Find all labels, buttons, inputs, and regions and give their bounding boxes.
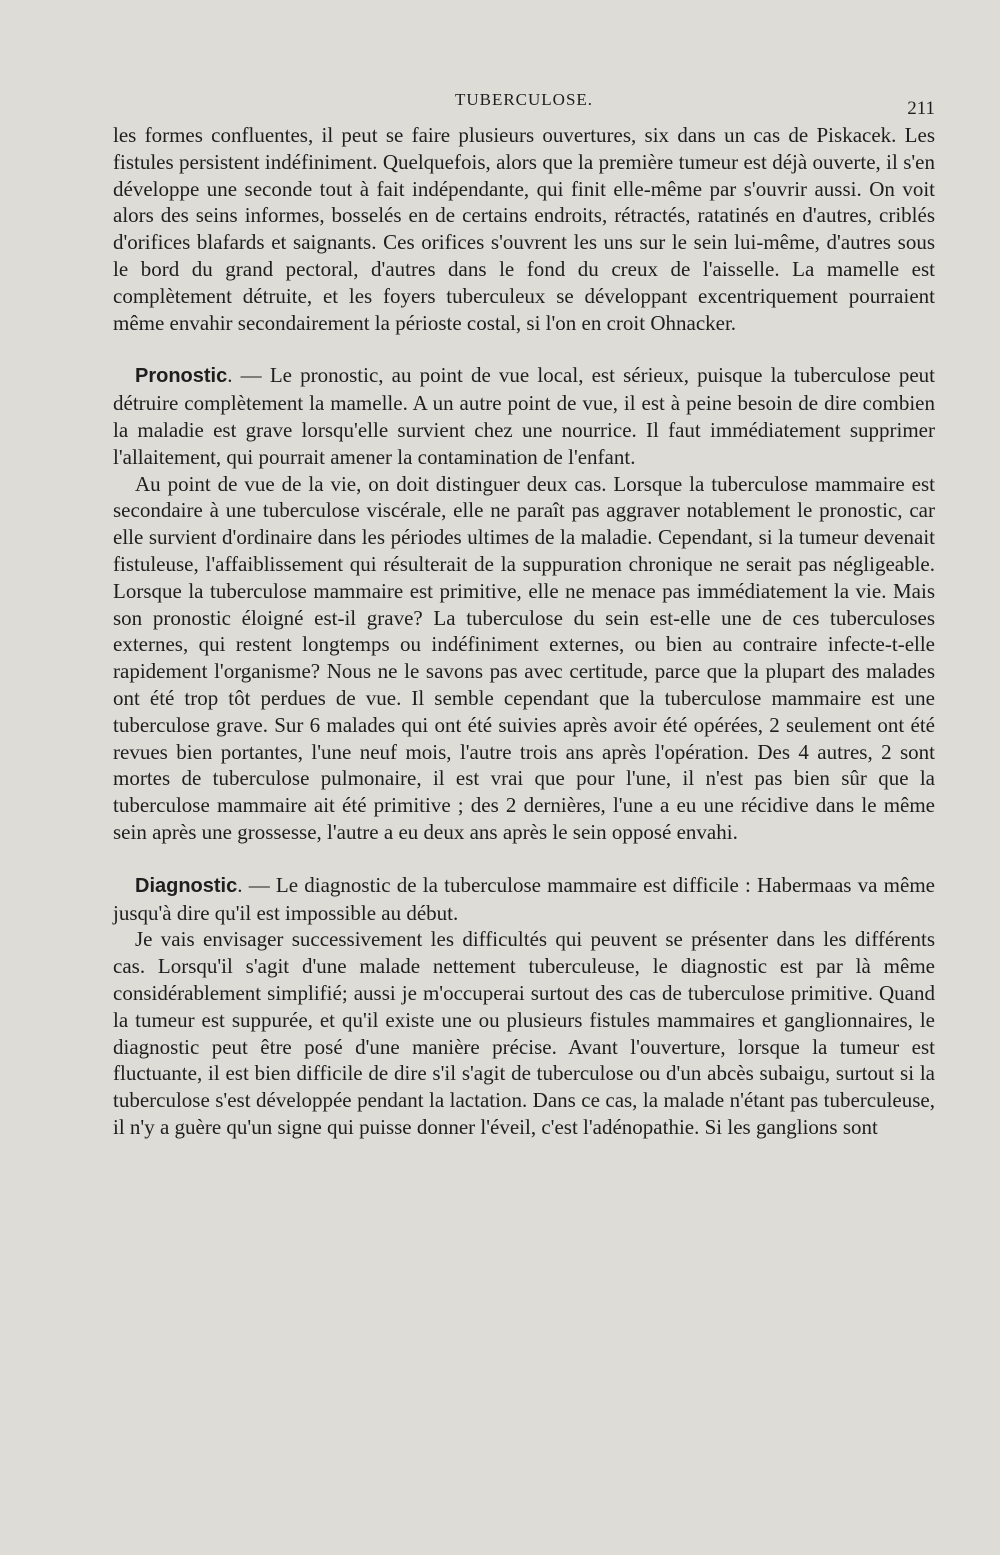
running-title: TUBERCULOSE. bbox=[454, 90, 594, 109]
paragraph-diagnostic-1 bbox=[113, 872, 935, 927]
paragraph-diagnostic-2: Je vais envisager successivement les difficultés qui peuvent se présenter dans les différents cas. Lorsqu'il s'agit d'une malade nettement tuberculeuse, le diagnostic est par là même considérablement simplifié; aussi je m'occuperai surtout des cas de tuberculose primitive. Quand la tumeur est suppurée, et qu'il existe une ou plusieurs fistules mammaires et ganglionnaires, le diagnostic peut être posé d'une manière précise. Avant l'ouverture, lorsque la tumeur est fluctuante, il est bien difficile de dire s'il s'agit de tuberculose ou d'un abcès subaigu, surtout si la tuberculose s'est développée pendant la lactation. Dans ce cas, la malade n'étant pas tuberculeuse, il n'y a guère qu'un signe qui puisse donner l'éveil, c'est l'adénopathie. Si les ganglions sont bbox=[113, 927, 935, 1139]
page-number: 211 bbox=[907, 98, 935, 119]
section-heading-diagnostic: Diagnostic bbox=[135, 874, 238, 897]
heading-separator: . — bbox=[227, 363, 262, 388]
body-text bbox=[113, 122, 935, 1141]
paragraph-pronostic-1 bbox=[113, 362, 935, 470]
paragraph-text: Le diagnostic de la tuberculose mammaire est difficile : Habermaas va même jusqu'à dire qu'il est impossible au début. bbox=[113, 872, 935, 925]
running-head bbox=[113, 90, 935, 120]
section-heading-pronostic: Pronostic bbox=[135, 365, 228, 388]
paragraph-pronostic-2: Au point de vue de la vie, on doit distinguer deux cas. Lorsque la tuberculose mammaire est secondaire à une tuberculose viscérale, elle ne paraît pas aggraver notablement le pronostic, car elle survient d'ordinaire dans les périodes ultimes de la maladie. Cependant, si la tumeur devenait fistuleuse, l'affaiblissement qui résulterait de la suppuration chronique ne serait pas négligeable. Lorsque la tuberculose mammaire est primitive, elle ne menace pas immédiatement la vie. Mais son pronostic éloigné est-il grave? La tuberculose du sein est-elle une de ces tuberculoses externes, qui restent longtemps ou indéfiniment externes, ou bien au contraire infecte-t-elle rapidement l'organisme? Nous ne le savons pas avec certitude, parce que la plupart des malades ont été trop tôt perdues de vue. Il semble cependant que la tuberculose mammaire est une tuberculose grave. Sur 6 malades qui ont été suivies après avoir été opérées, 2 seulement ont été revues bien portantes, l'une neuf mois, l'autre trois ans après l'opération. Des 4 autres, 2 sont mortes de tuberculose pulmonaire, il est vrai que pour l'une, il n'est pas bien sûr que la tuberculose mammaire ait été primitive ; des 2 dernières, l'une a eu une récidive dans le même sein après une grossesse, l'autre a eu deux ans après le sein opposé envahi. bbox=[113, 471, 935, 844]
heading-separator: . — bbox=[237, 872, 270, 897]
paragraph-text: Le pronostic, au point de vue local, est sérieux, puisque la tuberculose peut détruire complètement la mamelle. A un autre point de vue, il est à peine besoin de dire combien la maladie est grave lorsqu'elle survient chez une nourrice. Il faut immédiatement supprimer l'allaitement, qui pourrait amener la contamination de l'enfant. bbox=[113, 363, 936, 469]
paragraph-intro: les formes confluentes, il peut se faire plusieurs ouvertures, six dans un cas de Piskacek. Les fistules persistent indéfiniment. Quelquefois, alors que la première tumeur est déjà ouverte, il s'en développe une seconde tout à fait indépendante, qui finit elle-même par s'ouvrir aussi. On voit alors des seins informes, bosselés en de certains endroits, rétractés, ratatinés en d'autres, criblés d'orifices blafards et saignants. Ces orifices s'ouvrent les uns sur le sein lui-même, d'autres sous le bord du grand pectoral, d'autres dans le fond du creux de l'aisselle. La mamelle est complètement détruite, et les foyers tuberculeux se développant excentriquement pourraient même envahir secondairement la périoste costal, si l'on en croit Ohnacker. bbox=[113, 123, 935, 335]
